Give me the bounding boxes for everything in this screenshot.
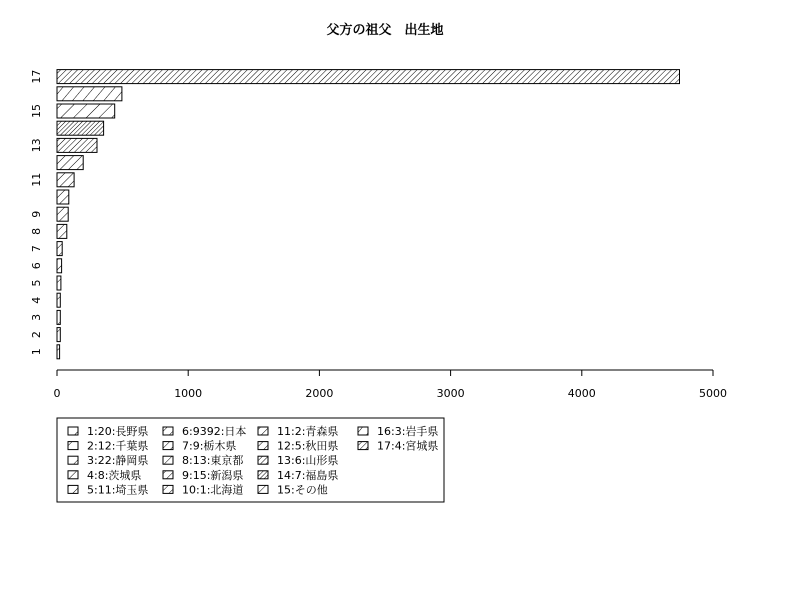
y-tick-label: 17 bbox=[30, 69, 43, 84]
x-axis bbox=[54, 370, 728, 400]
bar-17 bbox=[57, 70, 680, 84]
y-tick-label: 15 bbox=[30, 104, 43, 118]
chart-title: 父方の祖父 出生地 bbox=[326, 23, 444, 38]
bar-8 bbox=[57, 224, 67, 238]
x-tick-label: 4000 bbox=[567, 387, 596, 400]
legend-swatch bbox=[258, 471, 268, 479]
legend-entry: 1:20:長野県 bbox=[87, 425, 149, 438]
legend-entry: 13:6:山形県 bbox=[277, 454, 339, 468]
legend-swatch bbox=[258, 442, 268, 450]
legend-swatch bbox=[258, 456, 268, 464]
bar-15 bbox=[57, 104, 115, 118]
y-tick-label: 6 bbox=[30, 262, 43, 270]
y-tick-label: 11 bbox=[30, 172, 43, 187]
y-tick-label: 5 bbox=[30, 279, 43, 287]
legend-entry: 6:9392:日本 bbox=[182, 425, 247, 438]
bar-16 bbox=[57, 87, 122, 101]
legend-entry: 2:12:千葉県 bbox=[87, 439, 149, 453]
y-tick-label: 2 bbox=[30, 331, 43, 339]
legend-swatch bbox=[163, 442, 173, 450]
legend-entry: 14:7:福島県 bbox=[277, 468, 339, 482]
legend-entry: 7:9:栃木県 bbox=[182, 439, 237, 453]
y-axis bbox=[30, 70, 43, 356]
bar-5 bbox=[57, 276, 61, 290]
x-tick-label: 1000 bbox=[174, 387, 203, 400]
y-tick-label: 9 bbox=[30, 210, 43, 218]
bar-3 bbox=[57, 310, 60, 324]
bar-11 bbox=[57, 173, 74, 187]
legend-swatch bbox=[68, 471, 78, 479]
bar-9 bbox=[57, 207, 68, 221]
bar-2 bbox=[57, 328, 60, 342]
legend-swatch bbox=[358, 427, 368, 435]
legend-entry: 16:3:岩手県 bbox=[377, 425, 439, 438]
legend-swatch bbox=[258, 427, 268, 435]
legend-entry: 11:2:青森県 bbox=[277, 425, 339, 438]
legend-entry: 3:22:静岡県 bbox=[87, 454, 149, 468]
legend-entry: 9:15:新潟県 bbox=[182, 468, 244, 482]
legend-swatch bbox=[68, 442, 78, 450]
x-tick-label: 0 bbox=[53, 387, 61, 400]
y-tick-label: 4 bbox=[30, 296, 43, 304]
y-tick-label: 8 bbox=[30, 227, 43, 235]
y-tick-label: 1 bbox=[30, 348, 43, 356]
legend bbox=[57, 418, 444, 502]
bar-1 bbox=[57, 345, 60, 359]
bar-10 bbox=[57, 190, 69, 204]
legend-entry: 12:5:秋田県 bbox=[277, 439, 339, 453]
legend-swatch bbox=[68, 427, 78, 435]
legend-swatch bbox=[163, 485, 173, 493]
y-tick-label: 3 bbox=[30, 313, 43, 321]
legend-entry: 5:11:埼玉県 bbox=[87, 483, 149, 497]
x-tick-label: 3000 bbox=[436, 387, 465, 400]
legend-entry: 15:その他 bbox=[277, 483, 328, 497]
legend-entry: 8:13:東京都 bbox=[182, 454, 244, 468]
y-tick-label: 7 bbox=[30, 245, 43, 253]
legend-entry: 4:8:茨城県 bbox=[87, 468, 142, 482]
legend-swatch bbox=[258, 485, 268, 493]
x-tick-label: 2000 bbox=[305, 387, 334, 400]
legend-entry: 17:4:宮城県 bbox=[377, 439, 439, 453]
bar-12 bbox=[57, 156, 83, 170]
bars-group bbox=[57, 70, 680, 359]
bar-6 bbox=[57, 259, 62, 273]
y-tick-label: 13 bbox=[30, 138, 43, 153]
legend-entry: 10:1:北海道 bbox=[182, 483, 244, 497]
x-tick-label: 5000 bbox=[699, 387, 727, 400]
legend-swatch bbox=[68, 456, 78, 464]
bar-4 bbox=[57, 293, 60, 307]
bar-13 bbox=[57, 138, 97, 152]
legend-swatch bbox=[358, 442, 368, 450]
legend-swatch bbox=[163, 427, 173, 435]
bar-7 bbox=[57, 242, 62, 256]
bar-14 bbox=[57, 121, 104, 135]
legend-swatch bbox=[163, 456, 173, 464]
legend-swatch bbox=[68, 485, 78, 493]
legend-swatch bbox=[163, 471, 173, 479]
